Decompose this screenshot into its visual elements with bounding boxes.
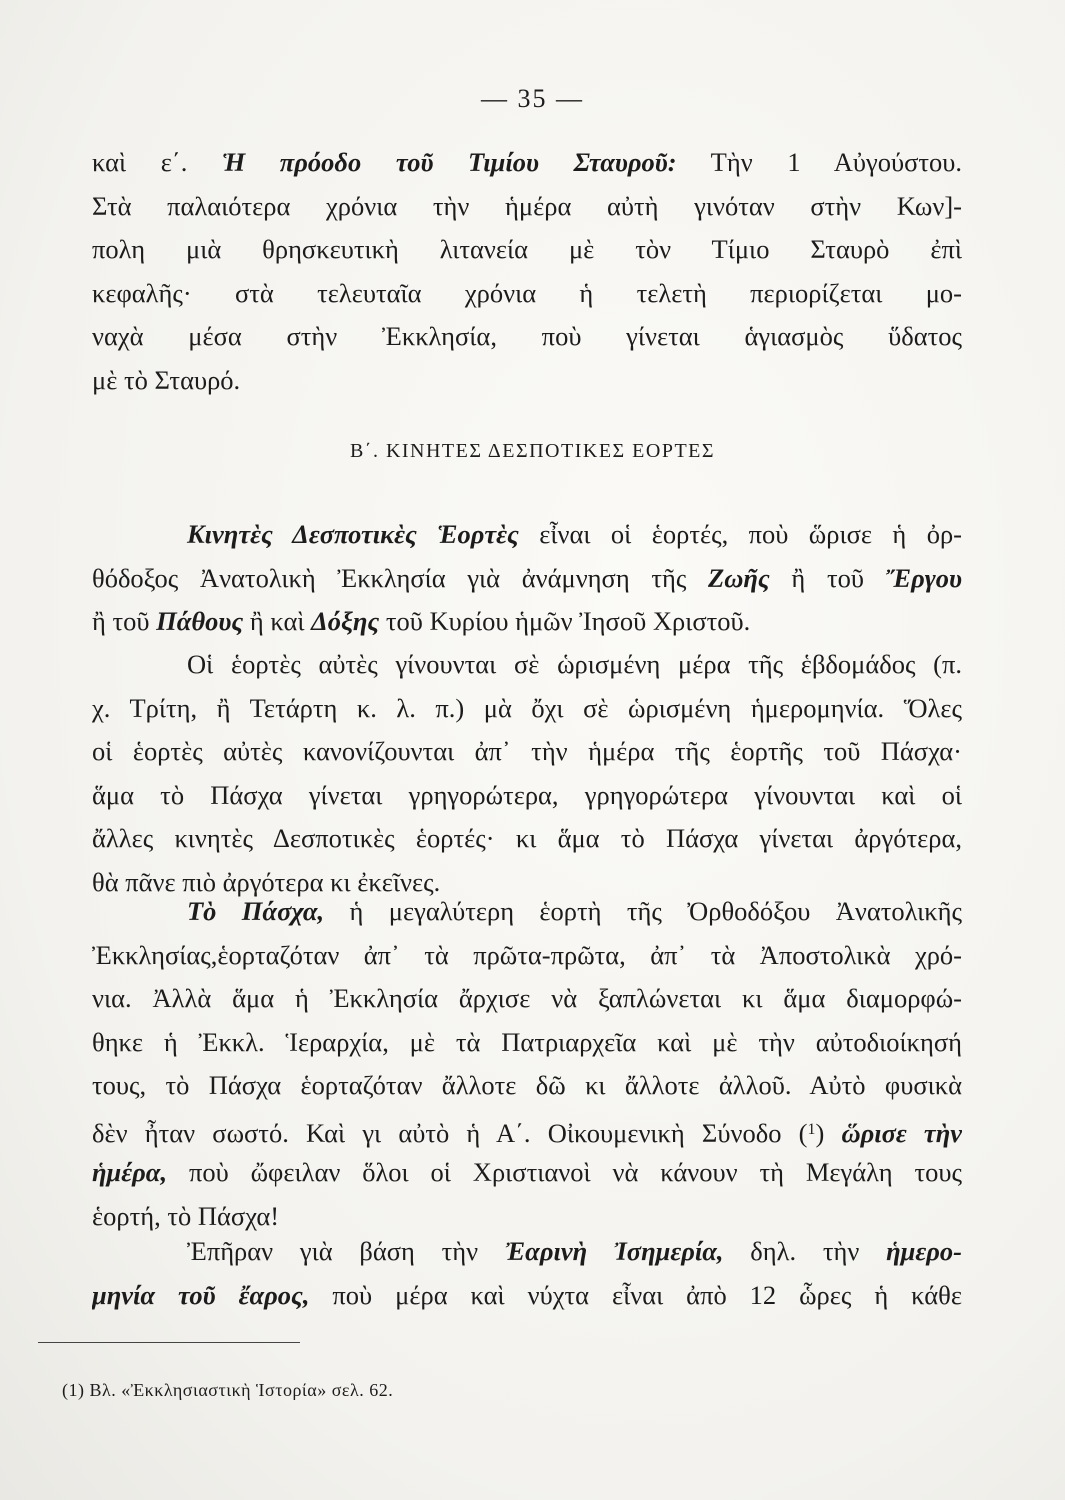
text-line: νια. Ἀλλὰ ἅμα ἡ Ἐκκλησία ἄρχισε νὰ ξαπλώνεται κι ἅμα διαμορφώ-: [92, 983, 962, 1013]
feast-title: Ἡ πρόοδο τοῦ Τιμίου Σταυροῦ:: [221, 147, 677, 177]
paragraph-easter: [92, 890, 962, 1238]
footnote: (1) Βλ. «Ἐκκλησιαστικὴ Ἱστορία» σελ. 62.: [62, 1380, 394, 1400]
text-line: ἄλλες κινητὲς Δεσποτικὲς ἑορτές· κι ἅμα τὸ Πάσχα γίνεται ἀργότερα,: [92, 823, 962, 853]
paragraph-movable-feasts-definition: [92, 513, 962, 644]
text-line: θὰ πᾶνε πιὸ ἀργότερα κι ἐκεῖνες.: [92, 866, 441, 897]
paragraph-cross-procession: [92, 141, 962, 402]
text-line: πολη μιὰ θρησκευτικὴ λιτανεία μὲ τὸν Τίμιο Σταυρὸ ἐπὶ: [92, 234, 962, 264]
text-line: θηκε ἡ Ἐκκλ. Ἱεραρχία, μὲ τὰ Πατριαρχεῖα καὶ μὲ τὴν αὐτοδιοίκησή: [92, 1026, 962, 1057]
text-line: ἅμα τὸ Πάσχα γίνεται γρηγορώτερα, γρηγορώτερα γίνουνται καὶ οἱ: [92, 779, 962, 810]
text-line: οἱ ἑορτὲς αὐτὲς κανονίζουνται ἀπ᾽ τὴν ἡμέρα τῆς ἑορτῆς τοῦ Πάσχα·: [92, 736, 962, 766]
footnote-divider: [38, 1342, 300, 1343]
text-line: Ἐκκλησίας,ἑορταζόταν ἀπ᾽ τὰ πρῶτα-πρῶτα, ἀπ᾽ τὰ Ἀποστολικὰ χρό-: [92, 939, 962, 970]
text-line: καὶ ε΄. Ἡ πρόοδο τοῦ Τιμίου Σταυροῦ: Τὴν 1 Αὐγούστου.: [92, 147, 962, 177]
text-line: Στὰ παλαιότερα χρόνια τὴν ἡμέρα αὐτὴ γινόταν στὴν Κων]-: [92, 190, 962, 221]
text-line: χ. Τρίτη, ἢ Τετάρτη κ. λ. π.) μὰ ὄχι σὲ ὡρισμένη ἡμερομηνία. Ὅλες: [92, 692, 962, 723]
footnote-marker: 1: [807, 1120, 816, 1138]
text-line: Ἐπῆραν γιὰ βάση τὴν Ἐαρινὴ Ἰσημερία, δηλ. τὴν ἡμερο-: [187, 1236, 962, 1266]
section-heading: Β΄. ΚΙΝΗΤΕΣ ΔΕΣΠΟΤΙΚΕΣ ΕΟΡΤΕΣ: [349, 440, 716, 462]
text-line: Τὸ Πάσχα, ἡ μεγαλύτερη ἑορτὴ τῆς Ὀρθοδόξου Ἀνατολικῆς: [187, 896, 962, 926]
text-line: Κινητὲς Δεσποτικὲς Ἑορτὲς εἶναι οἱ ἑορτές, ποὺ ὥρισε ἡ ὀρ-: [187, 519, 962, 549]
text-line: μηνία τοῦ ἔαρος, ποὺ μέρα καὶ νύχτα εἶναι ἀπὸ 12 ὧρες ἡ κάθε: [92, 1279, 962, 1310]
paragraph-spring-equinox: [92, 1230, 962, 1317]
text-line: θόδοξος Ἀνατολικὴ Ἐκκλησία γιὰ ἀνάμνηση τῆς Ζωῆς ἢ τοῦ Ἔργου: [92, 562, 962, 593]
paragraph-feast-dates: [92, 643, 962, 904]
text-line: τους, τὸ Πάσχα ἑορταζόταν ἄλλοτε δῶ κι ἄλλοτε ἀλλοῦ. Αὐτὸ φυσικὰ: [92, 1070, 962, 1100]
text-line: ἑορτή, τὸ Πάσχα!: [92, 1200, 280, 1231]
text-line: Οἱ ἑορτὲς αὐτὲς γίνουνται σὲ ὡρισμένη μέρα τῆς ἑβδομάδος (π.: [187, 649, 962, 679]
text-line: κεφαλῆς· στὰ τελευταῖα χρόνια ἡ τελετὴ περιορίζεται μο-: [92, 277, 962, 308]
text-line: ἢ τοῦ Πάθους ἢ καὶ Δόξης τοῦ Κυρίου ἡμῶν Ἰησοῦ Χριστοῦ.: [92, 606, 751, 636]
text-line: δὲν ἦταν σωστό. Καὶ γι αὐτὸ ἡ Α΄. Οἰκουμενικὴ Σύνοδο ($^1$) ὥρισε τὴν: [92, 1117, 962, 1148]
text-line: μὲ τὸ Σταυρό.: [92, 364, 241, 395]
text-line: ἡμέρα, ποὺ ὤφειλαν ὅλοι οἱ Χριστιανοὶ νὰ κάνουν τὴ Μεγάλη τους: [92, 1157, 962, 1187]
text-line: ναχὰ μέσα στὴν Ἐκκλησία, ποὺ γίνεται ἁγιασμὸς ὕδατος: [92, 321, 962, 351]
page-number: — 35 —: [481, 84, 584, 113]
